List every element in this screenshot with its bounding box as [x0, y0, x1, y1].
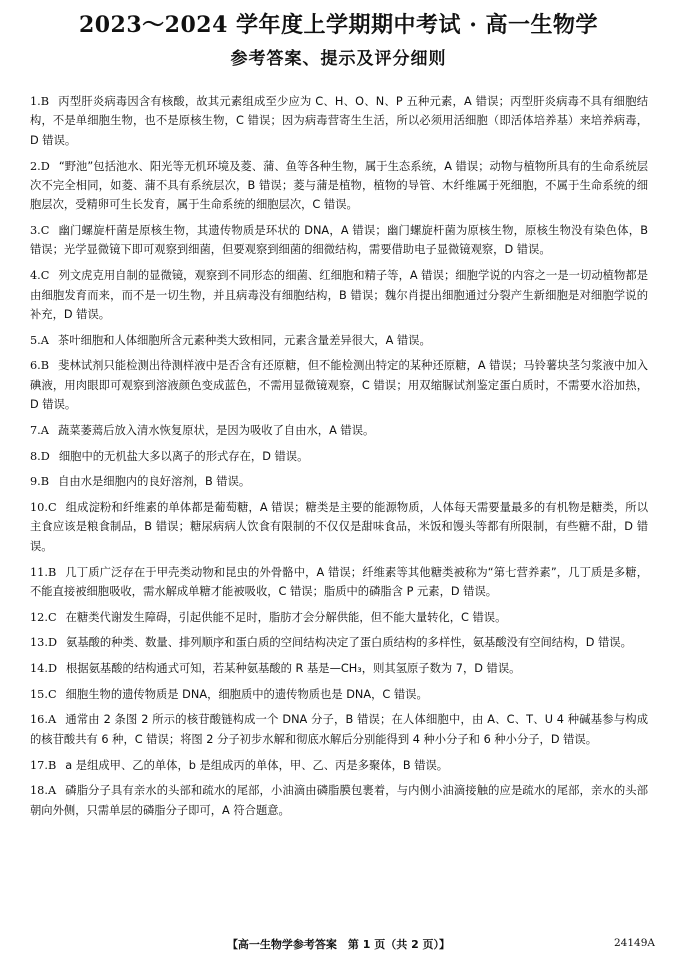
answer-letter: D [40, 449, 50, 463]
answer-letter: B [47, 758, 57, 772]
answer-explanation: 细胞中的无机盐大多以离子的形式存在，D 错误。 [58, 449, 309, 463]
answer-letter: D [47, 636, 58, 650]
answer-explanation: 几丁质广泛存在于甲壳类动物和昆虫的外骨骼中，A 错误；纤维素等其他糖类被称为“第七营养素”，几丁质是多糖，不能直接被细胞吸收，需水解成单糖才能被吸收，C 错误；脂质中的磷脂含 P 元素，D 错误。 [30, 565, 648, 598]
answer-number: 18. [30, 784, 48, 798]
answer-number: 9. [30, 475, 41, 489]
answer-explanation: 丙型肝炎病毒因含有核酸，故其元素组成至少应为 C、H、O、N、P 五种元素，A 错误；丙型肝炎病毒不具有细胞结构，不是单细胞生物，也不是原核生物，C 错误；因为病毒营寄生生活，所以必须用活细胞（即活体培养基）来培养病毒，D 错误。 [30, 95, 648, 147]
answer-letter: A [40, 333, 49, 347]
answer-number: 11. [30, 565, 48, 579]
answer-item [30, 221, 648, 260]
answer-item [30, 659, 648, 678]
answer-letter: B [40, 95, 50, 108]
answer-explanation: 蔬菜萎蔫后放入清水恢复原状，是因为吸收了自由水，A 错误。 [57, 423, 375, 437]
answer-number: 4. [30, 269, 41, 283]
answer-item [30, 331, 648, 350]
answer-letter: C [47, 687, 57, 701]
answer-explanation: “野池”包括池水、阳光等无机环境及菱、蒲、鱼等各种生物，属于生态系统，A 错误；动物与植物所具有的生命系统层次不完全相同，如菱、蒲不具有系统层次，B 错误；菱与蒲是植物，植物的导管、木纤维属于死细胞，不属于生命系统的细胞层次，受精卵可生长发育，属于生命系统的细胞层次，C 错误。 [30, 159, 648, 212]
page-title: 2023～2024 学年度上学期期中考试 · 高一生物学 [78, 12, 599, 38]
answer-number: 16. [30, 713, 48, 727]
answer-letter: B [40, 475, 50, 489]
answer-item [30, 498, 648, 556]
footer-code: 24149A [614, 937, 655, 949]
answer-item [30, 92, 648, 150]
answer-number: 14. [30, 662, 48, 676]
answer-number: 2. [30, 159, 41, 173]
answer-explanation: 细胞生物的遗传物质是 DNA，细胞质中的遗传物质也是 DNA，C 错误。 [65, 687, 428, 701]
footer-page-info: 【高一生物学参考答案 第 1 页（共 2 页）】 [226, 938, 451, 951]
answer-list [30, 92, 648, 826]
answer-number: 17. [30, 758, 48, 772]
answer-letter: A [47, 784, 57, 798]
answer-item [30, 356, 648, 414]
answer-explanation: 通常由 2 条图 2 所示的核苷酸链构成一个 DNA 分子，B 错误；在人体细胞中，由 A、C、T、U 4 种碱基参与构成的核苷酸共有 6 种，C 错误；将图 2 分子初步水解和彻底水解后分别能得到 4 种小分子和 6 种小分子，D 错误。 [30, 713, 648, 746]
answer-item [30, 756, 648, 775]
answer-number: 10. [30, 500, 48, 514]
answer-number: 13. [30, 636, 48, 650]
answer-item [30, 157, 648, 215]
answer-letter: C [40, 224, 50, 238]
answer-letter: D [40, 159, 50, 173]
answer-number: 1. [30, 95, 41, 108]
page-subtitle: 参考答案、提示及评分细则 [230, 49, 447, 69]
answer-explanation: 氨基酸的种类、数量、排列顺序和蛋白质的空间结构决定了蛋白质结构的多样性，氨基酸没有空间结构，D 错误。 [66, 636, 632, 650]
answer-explanation: 自由水是细胞内的良好溶剂，B 错误。 [58, 475, 251, 489]
answer-item [30, 266, 648, 324]
answer-letter: C [47, 610, 57, 624]
answer-number: 12. [30, 610, 48, 624]
answer-explanation: 幽门螺旋杆菌是原核生物，其遗传物质是环状的 DNA，A 错误；幽门螺旋杆菌为原核生物，原核生物没有染色体，B 错误；光学显微镜下即可观察到细菌，但要观察到细菌的细微结构，需要借助电子显微镜观察，D 错误。 [30, 224, 648, 257]
answer-letter: A [47, 713, 57, 727]
answer-number: 8. [30, 449, 41, 463]
answer-item [30, 633, 648, 652]
answer-explanation: 磷脂分子具有亲水的头部和疏水的尾部，小油滴由磷脂膜包裹着，与内侧小油滴接触的应是疏水的尾部，亲水的头部朝向外侧，只需单层的磷脂分子即可，A 符合题意。 [30, 784, 648, 817]
answer-explanation: 列文虎克用自制的显微镜，观察到不同形态的细菌、红细胞和精子等，A 错误；细胞学说的内容之一是一切动植物都是由细胞发育而来，而不是一切生物，并且病毒没有细胞结构，B 错误；魏尔肖提出细胞通过分裂产生新细胞是对细胞学说的补充，D 错误。 [30, 269, 648, 321]
answer-explanation: 根据氨基酸的结构通式可知，若某种氨基酸的 R 基是—CH₃，则其氢原子数为 7，D 错误。 [66, 662, 521, 676]
answer-number: 3. [30, 224, 41, 238]
answer-explanation: 茶叶细胞和人体细胞所含元素种类大致相同，元素含量差异很大，A 错误。 [57, 333, 431, 347]
answer-letter: D [47, 662, 58, 676]
answer-explanation: 在糖类代谢发生障碍，引起供能不足时，脂肪才会分解供能，但不能大量转化，C 错误。 [65, 610, 507, 624]
answer-item [30, 710, 648, 749]
answer-number: 6. [30, 359, 41, 373]
answer-number: 5. [30, 333, 41, 347]
answer-letter: A [40, 423, 49, 437]
answer-item [30, 472, 648, 491]
answer-number: 7. [30, 423, 41, 437]
answer-item [30, 781, 648, 820]
answer-item [30, 447, 648, 466]
answer-explanation: 斐林试剂只能检测出待测样液中是否含有还原糖，但不能检测出特定的某种还原糖，A 错误；马铃薯块茎匀浆液中加入碘液，用肉眼即可观察到溶液颜色变成蓝色，不需用显微镜观察，C 错误；用双缩脲试剂鉴定蛋白质时，不需要水浴加热，D 错误。 [30, 359, 648, 412]
answer-letter: C [40, 269, 50, 283]
answer-letter: C [47, 500, 57, 514]
page-footer [0, 936, 677, 956]
answer-item [30, 421, 648, 440]
answer-item [30, 685, 648, 704]
answer-item [30, 563, 648, 602]
answer-letter: B [47, 565, 57, 579]
answer-number: 15. [30, 687, 48, 701]
answer-explanation: a 是组成甲、乙的单体，b 是组成丙的单体，甲、乙、丙是多聚体，B 错误。 [65, 758, 449, 772]
answer-explanation: 组成淀粉和纤维素的单体都是葡萄糖，A 错误；糖类是主要的能源物质，人体每天需要量最多的有机物是糖类，所以主食应该是粮食制品，B 错误；糖尿病病人饮食有限制的不仅仅是甜味食品，米饭和馒头等都有所限制，有些糖不甜，D 错误。 [30, 500, 648, 553]
answer-item [30, 608, 648, 627]
answer-letter: B [40, 359, 50, 373]
